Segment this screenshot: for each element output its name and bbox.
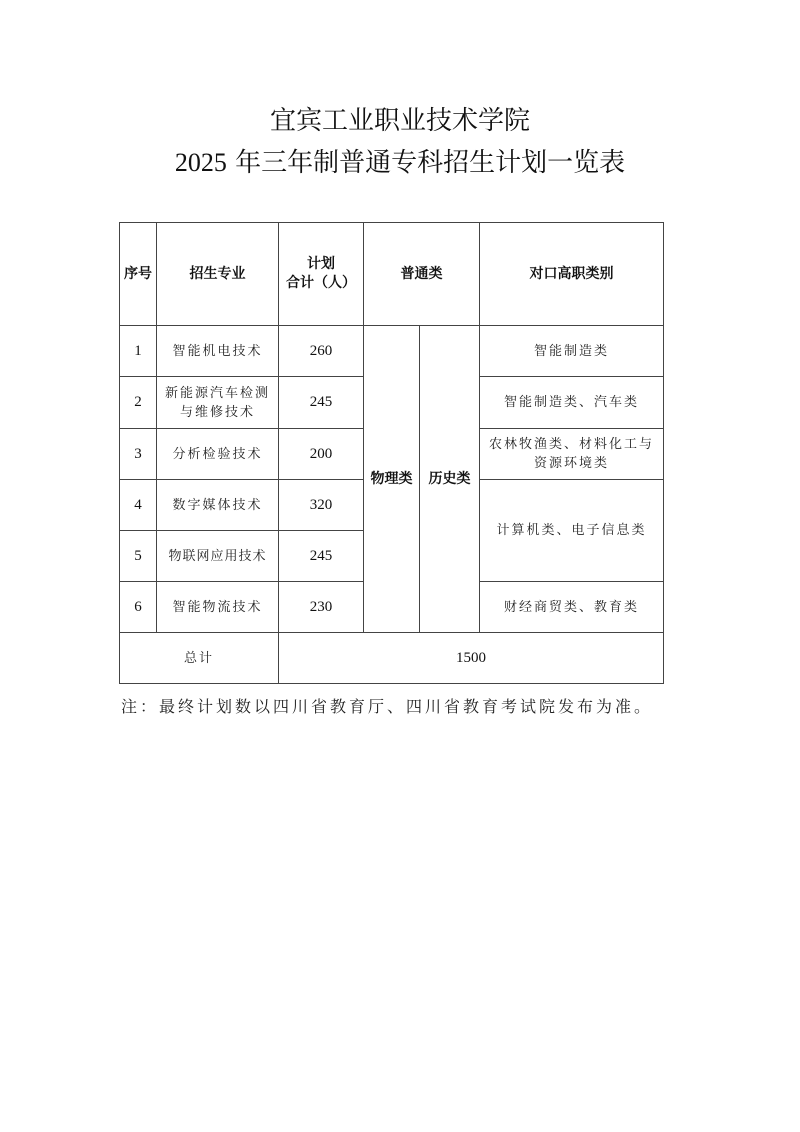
footnote: 注：最终计划数以四川省教育厅、四川省教育考试院发布为准。	[121, 697, 654, 716]
row-seq: 2	[120, 377, 157, 429]
header-plan-line2: 合计（人）	[286, 275, 356, 291]
row-plan: 245	[279, 531, 364, 582]
vocational-category: 智能制造类	[480, 326, 664, 377]
header-major: 招生专业	[157, 223, 279, 326]
header-seq: 序号	[120, 223, 157, 326]
row-major: 新能源汽车检测与维修技术	[157, 377, 279, 429]
row-major: 数字媒体技术	[157, 480, 279, 531]
enrollment-plan-table	[119, 222, 664, 684]
table-header-row	[120, 223, 664, 326]
total-row	[120, 633, 664, 684]
table-row	[120, 326, 664, 377]
row-seq: 6	[120, 582, 157, 633]
title-rest: 年三年制普通专科招生计划一览表	[226, 148, 626, 178]
vocational-category: 智能制造类、汽车类	[480, 377, 664, 429]
row-major: 物联网应用技术	[157, 531, 279, 582]
row-seq: 4	[120, 480, 157, 531]
general-physics: 物理类	[364, 326, 420, 633]
row-major: 智能物流技术	[157, 582, 279, 633]
vocational-category: 农林牧渔类、材料化工与资源环境类	[480, 429, 664, 480]
row-plan: 200	[279, 429, 364, 480]
row-plan: 260	[279, 326, 364, 377]
row-seq: 1	[120, 326, 157, 377]
document-title-plan	[0, 142, 800, 179]
row-major: 分析检验技术	[157, 429, 279, 480]
vocational-category: 财经商贸类、教育类	[480, 582, 664, 633]
row-seq: 3	[120, 429, 157, 480]
row-plan: 245	[279, 377, 364, 429]
total-value: 1500	[279, 633, 664, 684]
row-major: 智能机电技术	[157, 326, 279, 377]
title-year: 2025	[174, 148, 227, 177]
row-seq: 5	[120, 531, 157, 582]
header-general: 普通类	[364, 223, 480, 326]
general-history: 历史类	[420, 326, 480, 633]
row-plan: 230	[279, 582, 364, 633]
header-plan	[279, 223, 364, 326]
header-plan-line1: 计划	[307, 256, 335, 272]
total-label: 总计	[120, 633, 279, 684]
header-vocational: 对口高职类别	[480, 223, 664, 326]
vocational-category: 计算机类、电子信息类	[480, 480, 664, 582]
row-plan: 320	[279, 480, 364, 531]
document-title-school: 宜宾工业职业技术学院	[269, 106, 530, 136]
